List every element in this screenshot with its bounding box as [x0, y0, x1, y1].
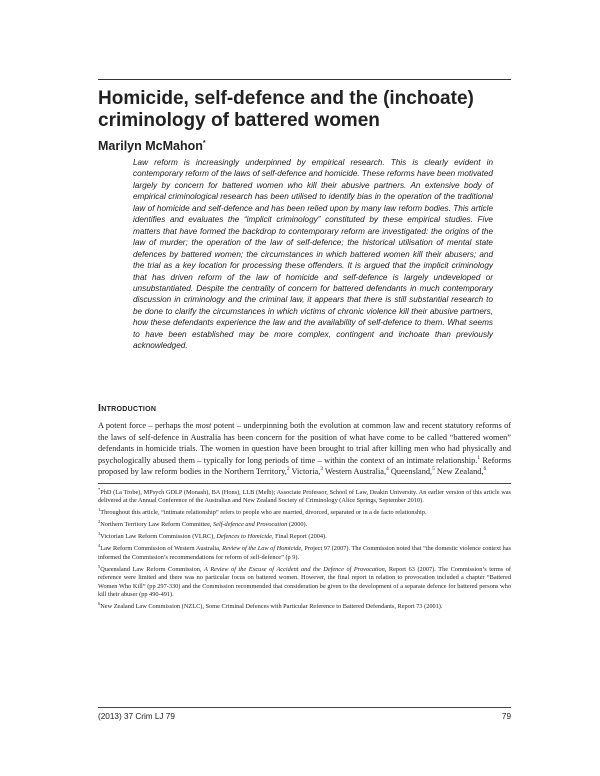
- footnote-text: Queensland Law Reform Commission,: [100, 565, 205, 573]
- footnotes: [98, 486, 512, 615]
- footnote-1: [98, 509, 511, 517]
- footnote-text: PhD (La Trobe), MPsych GDLP (Monash), BA (Hons), LLB (Melb); Associate Professor, School of Law, Deakin University. An earlier version of this article was delivered at the Annual Conference of the Australian and New Zealand Society of Criminology (Alice Springs, September 2010).: [98, 489, 511, 505]
- author-footnote-mark: *: [202, 140, 206, 147]
- body-emphasis: most: [195, 421, 212, 430]
- footnote-text: Throughout this article, “intimate relationship” refers to people who are married, divorced, separated or in a de facto relationship.: [100, 509, 427, 517]
- footnote-text: Victorian Law Reform Commission (VLRC),: [100, 533, 217, 541]
- footnote-text: , Final Report (2004).: [271, 533, 327, 541]
- footnote-italic: A Review of the Excuse of Accident and the Defence of Provocation: [204, 565, 385, 573]
- body-paragraph: [98, 420, 511, 478]
- body-text: New Zealand,: [434, 467, 484, 476]
- body-text: Victoria,: [289, 467, 321, 476]
- footnote-rule: [98, 483, 511, 484]
- footnote-text: Law Reform Commission of Western Australia,: [100, 545, 223, 553]
- author-text: Marilyn McMahon: [98, 139, 203, 154]
- footnote-text: Northern Territory Law Reform Committee,: [100, 521, 214, 529]
- abstract: Law reform is increasingly underpinned by empirical research. This is clearly evident in contemporary reform of the laws of self-defence and homicide. These reforms have been motivated largely by concern for battered women who kill their abusive partners. An extensive body of empirical criminological research has been utilised to identify bias in the operation of the traditional law of homicide and self-defence and has been relied upon by many law reform bodies. This article identifies and evaluates the “implicit criminology” constituted by these empirical studies. Five matters that have formed the backdrop to contemporary reform are investigated: the origins of the law of murder; the operation of the law of self-defence; the historical utilisation of mental state defences by battered women; the circumstances in which battered women kill their abusers; and the trial as a key location for processing these offenders. It is argued that the implicit criminology that has driven reform of the law of homicide and self-defence is largely undeveloped or unsubstantiated. Despite the centrality of concern for battered defendants in much contemporary discussion in criminology and the criminal law, it appears that there is still substantial research to be done to clarify the circumstances in which victims of chronic violence kill their abusive partners, how these defendants experience the law and the availability of self-defence to them. What seems to have been established may be more complex, contingent and inchoate than previously acknowledged.: [133, 158, 493, 351]
- footnote-mark: 3: [98, 531, 101, 537]
- footnote-2: [98, 521, 511, 529]
- footnote-mark: 5: [98, 563, 101, 569]
- footnote-5: [98, 563, 511, 600]
- author-name: [98, 136, 206, 154]
- footnote-mark: 2: [98, 519, 101, 525]
- body-text: Reforms proposed by law reform bodies in the Northern Territory,: [98, 455, 511, 476]
- body-text: potent – underpinning both the evolution at common law and recent statutory reforms of the laws of self-defence in Australia has been concern for the position of what have come to be called “battered women” defendants in homicide trials. The women in question have been brought to trial after killing men who had physically and psychologically abused them – typically for long periods of time – within the context of an intimate relationship.: [98, 421, 512, 465]
- footnote-ref: 6: [483, 466, 487, 473]
- top-rule: [98, 79, 511, 80]
- footnote-mark: 4: [98, 543, 101, 549]
- footnote-text: , Project 97 (2007). The Commission noted that “the domestic violence context has informed the Commission’s recommendations for reform of self-defence” (p 9).: [98, 545, 512, 561]
- article-title: Homicide, self-defence and the (inchoate) criminology of battered women: [98, 88, 474, 131]
- footnote-ref: 3: [320, 466, 324, 473]
- footnote-mark: 1: [98, 507, 101, 513]
- footnote-mark: *: [98, 486, 101, 492]
- page-number: 79: [501, 712, 511, 721]
- footnote-mark: 6: [98, 600, 101, 606]
- footnote-ref: 1: [477, 454, 481, 461]
- body-text: Western Australia,: [323, 467, 387, 476]
- footnote-text: New Zealand Law Commission (NZLC), Some Criminal Defences with Particular Reference to Battered Defendants, Report 73 (2001).: [100, 603, 443, 611]
- footer-rule: [98, 707, 511, 708]
- footnote-italic: Review of the Law of Homicide: [222, 545, 302, 553]
- footnote-text: (2000).: [287, 521, 308, 529]
- footnote-italic: Self-defence and Provocation: [213, 521, 288, 529]
- body-text: A potent force – perhaps the: [98, 421, 196, 430]
- footnote-author: [98, 486, 511, 506]
- footnote-3: [98, 533, 511, 541]
- body-text: Queensland,: [388, 467, 433, 476]
- footnote-text: , Report 63 (2007). The Commission’s terms of reference were limited and there was no particular focus on battered women. However, the final report in relation to provocation included a chapter “Battered Women Who Kill” (pp 297-330) and the Commission recommended that consideration be given to the development of a separate defence for battered persons who kill their abuser (pp 490-491).: [98, 565, 511, 599]
- footnote-italic: Defences to Homicide: [216, 533, 272, 541]
- footnote-ref: 4: [386, 466, 389, 473]
- footnote-6: [98, 600, 511, 611]
- footnote-4: [98, 545, 511, 562]
- section-heading: Introduction: [98, 402, 157, 414]
- footnote-ref: 2: [286, 466, 290, 473]
- footnote-ref: 5: [432, 466, 435, 473]
- journal-citation: (2013) 37 Crim LJ 79: [98, 712, 175, 721]
